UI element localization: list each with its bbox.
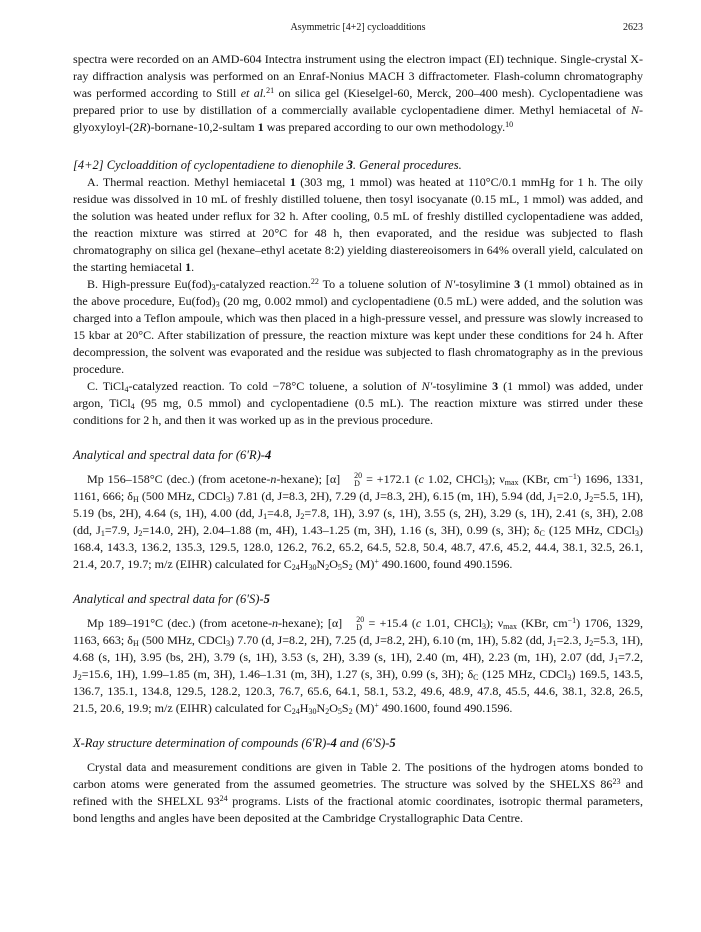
- running-title: Asymmetric [4+2] cycloadditions: [290, 22, 426, 33]
- procedure-c-paragraph: C. TiCl$_4$-catalyzed reaction. To cold −78°C toluene, a solution of N′-tosylimine 3 (1 mmol) was added, under argon, TiCl$_4$ (95 mg, 0.5 mmol) and cyclopentadiene (0.5 mL). The reaction mixture was stirred under these conditions for 2 h, and then it was worked up as in the previous procedure.: [73, 379, 643, 427]
- data-6r-paragraph: Mp 156–158°C (dec.) (from acetone-n-hexane); [α] 20 D = +172.1 (c 1.02, CHCl$_3$); $\nu_{max}$ (KBr, $cm^{-1}$) 1696, 1331, 1161, 666; $\delta_H$ (500 MHz, CDCl$_3$) 7.81 (d, J=8.3, 2H), 7.29 (d, J=8.3, 2H), 6.15 (m, 1H), 5.94 (dd, $J_1=2.0$, $J_2=5.5$, 1H), 5.19 (bs, 2H), 4.64 (s, 1H), 4.00 (dd, $J_1=4.8$, $J_2=7.8$, 1H), 3.97 (s, 1H), 3.55 (s, 2H), 3.29 (s, 1H), 2.41 (s, 3H), 2.08 (dd, $J_1=7.9$, $J_2=14.0$, 2H), 2.04–1.88 (m, 4H), 1.43–1.25 (m, 3H), 1.16 (s, 3H), 0.99 (s, 3H); $\delta_C$ (125 MHz, CDCl$_3$) 168.4, 143.3, 136.2, 135.3, 129.5, 128.0, 126.2, 76.2, 65.2, 64.5, 52.8, 50.4, 48.7, 47.6, 45.2, 44.4, 38.1, 32.5, 26.1, 21.4, 20.7, 19.7; m/z (EIHR) calculated for $C_{24}H_{30}N_2O_5S_2$ (M)+ 490.1600, found 490.1596.: [73, 471, 643, 572]
- intro-paragraph: spectra were recorded on an AMD-604 Intectra instrument using the electron impact (EI) technique. Single-crystal X-ray diffraction analysis was performed on an Enraf-Nonius MACH 3 diffractometer. Flash-column chromatography was performed according to Still et al.$^{21}$ on silica gel (Kieselgel-60, Merck, 200–400 mesh). Cyclopentadiene was prepared prior to use by distillation of a commercially available cyclopentadiene dimer. Methyl hemiacetal of N-glyoxyloyl-(2R)-bornane-10,2-sultam 1 was prepared according to our own methodology.$^{10}$: [73, 52, 643, 134]
- heading-data-6s: Analytical and spectral data for (6′S)-5: [73, 592, 270, 606]
- procedure-b-paragraph: B. High-pressure $Eu(fod)_3$-catalyzed reaction.$^{22}$ To a toluene solution of N′-tosylimine 3 (1 mmol) obtained as in the above procedure, $Eu(fod)_3$ (20 mg, 0.002 mmol) and cyclopentadiene (0.5 mL) were added, and the solution was charged into a Teflon ampoule, which was then placed in a high-pressure vessel, and pressure was slowly increased to 15 kbar at 20°C. After stabilization of pressure, the reaction mixture was kept under these conditions for 24 h. After decompression, the solvent was evaporated and the residue was subjected to flash chromatography as in the previous procedure.: [73, 277, 644, 376]
- heading-data-6r: Analytical and spectral data for (6′R)-4: [73, 448, 272, 462]
- procedure-a-paragraph: A. Thermal reaction. Methyl hemiacetal 1 (303 mg, 1 mmol) was heated at 110°C/0.1 mmHg for 1 h. The oily residue was dissolved in 10 mL of freshly distilled toluene, then tosyl isocyanate (0.15 mL, 1 mmol) was added, and the solution was heated under reflux for 32 h. After cooling, 0.5 mL of freshly distilled cyclopentadiene was added, the reaction mixture was stirred at 20°C for 48 h, then evaporated, and the residue was subjected to flash chromatography on silica gel (hexane–ethyl acetate 8:2) yielding diastereoisomers in 64% overall yield, calculated on the starting hemiacetal 1.: [73, 175, 643, 274]
- page-number: 2623: [623, 22, 643, 33]
- article-body: [73, 51, 643, 827]
- heading-general-procedures: [4+2] Cycloaddition of cyclopentadiene to dienophile 3. General procedures.: [73, 158, 462, 172]
- data-6s-paragraph: Mp 189–191°C (dec.) (from acetone-n-hexane); [α] 20 D = +15.4 (c 1.01, CHCl$_3$); $\nu_{max}$ (KBr, $cm^{-1}$) 1706, 1329, 1163, 663; $\delta_H$ (500 MHz, CDCl$_3$) 7.70 (d, J=8.2, 2H), 7.25 (d, J=8.2, 2H), 6.10 (m, 1H), 5.82 (dd, $J_1=2.3$, $J_2=5.3$, 1H), 4.68 (s, 1H), 3.95 (bs, 2H), 3.79 (s, 1H), 3.53 (s, 2H), 3.39 (s, 1H), 2.40 (m, 4H), 2.23 (m, 1H), 2.07 (dd, $J_1=7.2$, $J_2=15.6$, 1H), 1.99–1.85 (m, 3H), 1.46–1.31 (m, 3H), 1.27 (s, 3H), 0.99 (s, 3H); $\delta_C$ (125 MHz, CDCl$_3$) 169.5, 143.5, 136.7, 135.1, 134.8, 129.5, 128.2, 120.3, 76.7, 65.6, 64.1, 58.1, 53.2, 49.6, 48.9, 47.8, 45.5, 44.6, 38.1, 32.8, 26.5, 21.5, 20.6, 19.9; m/z (EIHR) calculated for $C_{24}H_{30}N_2O_5S_2$ (M)+ 490.1600, found 490.1596.: [73, 615, 643, 716]
- heading-xray: X-Ray structure determination of compounds (6′R)-4 and (6′S)-5: [73, 736, 396, 750]
- xray-paragraph: Crystal data and measurement conditions are given in Table 2. The positions of the hydrogen atoms bonded to carbon atoms were generated from the assumed geometries. The structure was solved by the SHELXS $86^{23}$ and refined with the SHELXL $93^{24}$ programs. Lists of the fractional atomic coordinates, isotropic thermal parameters, bond lengths and angles have been deposited at the Cambridge Crystallographic Data Centre.: [73, 760, 643, 825]
